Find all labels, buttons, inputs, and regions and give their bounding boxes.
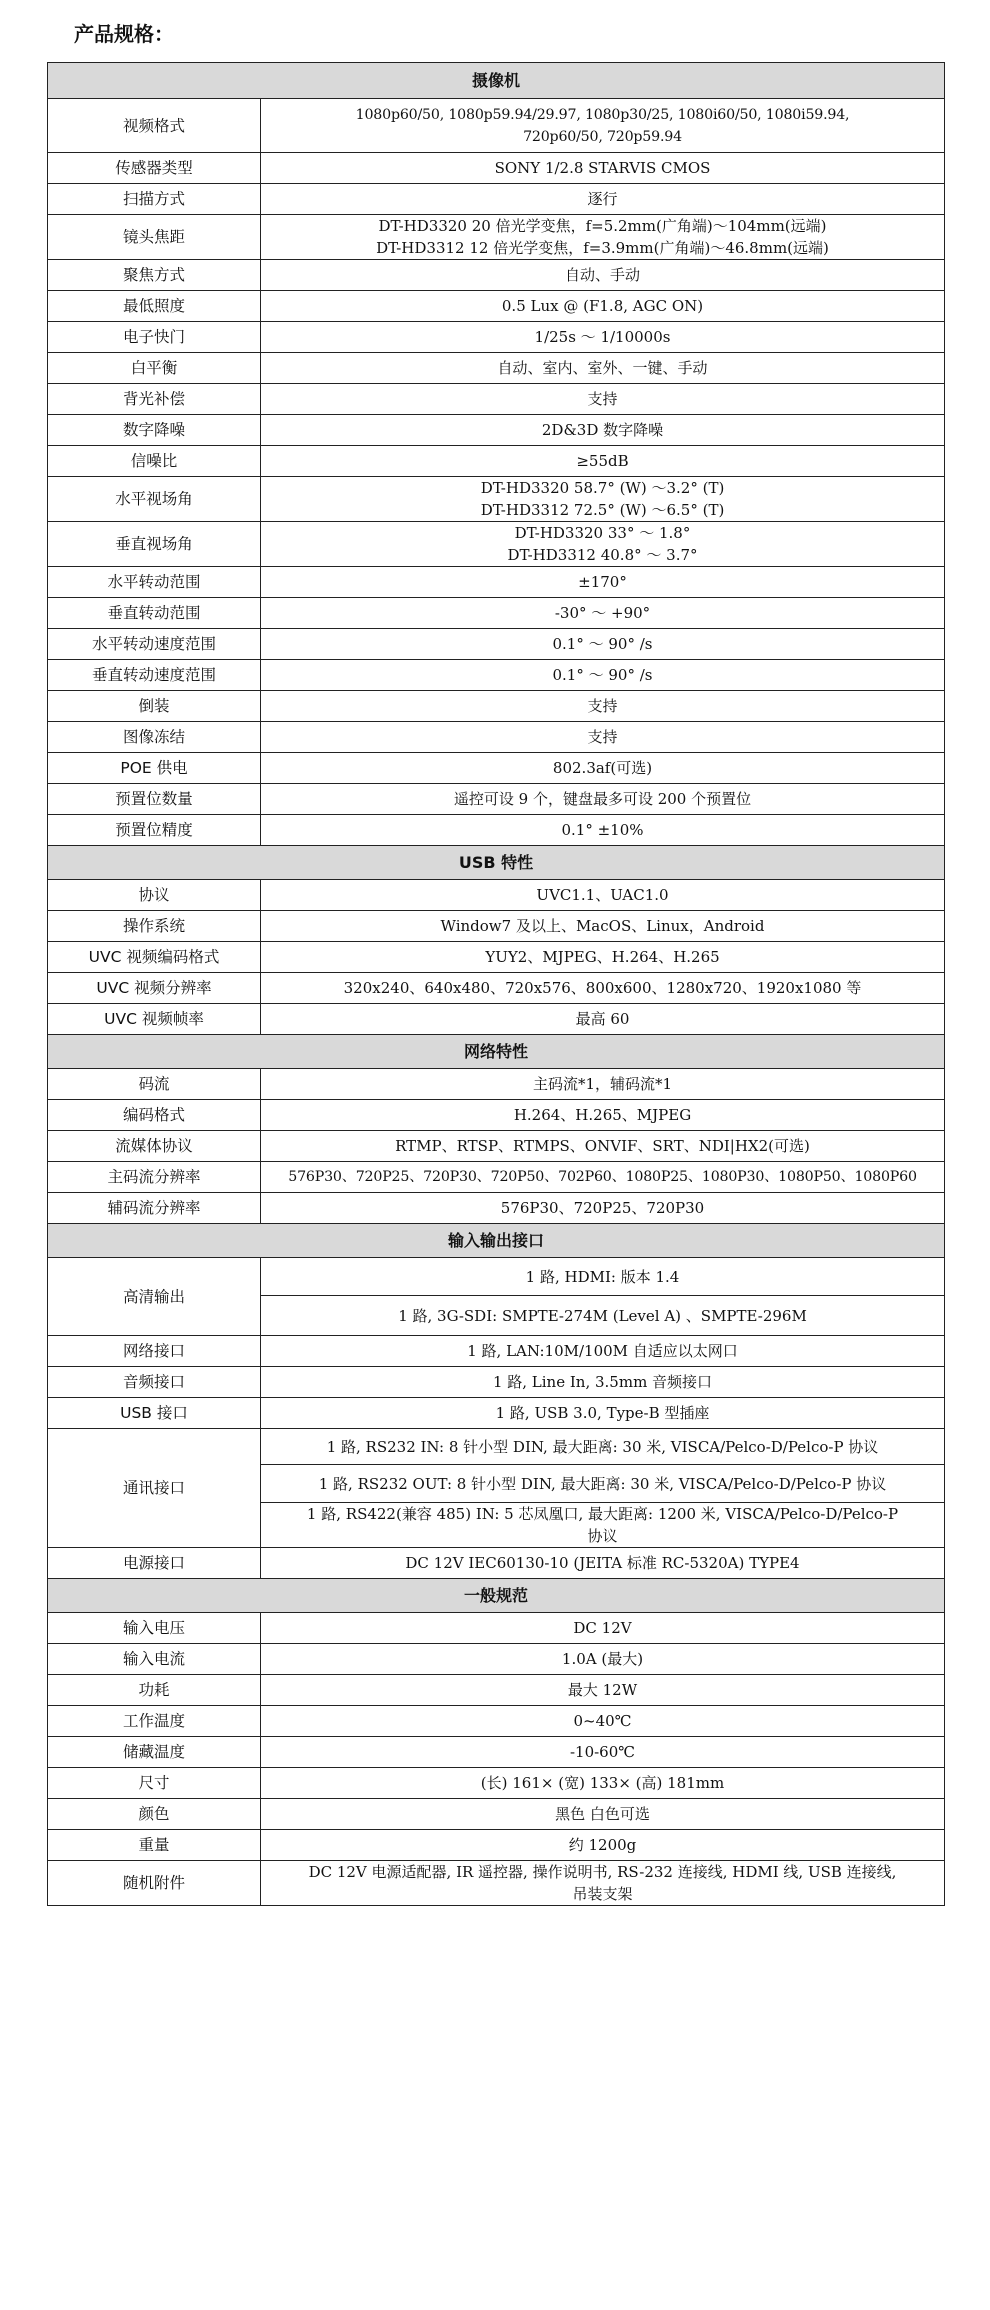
spec-value	[261, 1069, 945, 1100]
spec-label: 垂直转动速度范围	[48, 660, 261, 691]
spec-label: 码流	[48, 1069, 261, 1100]
value-line: 0.1° ～ 90° /s	[552, 666, 653, 684]
spec-row	[48, 1367, 945, 1398]
spec-row	[48, 567, 945, 598]
spec-label: 颜色	[48, 1799, 261, 1830]
spec-label: 操作系统	[48, 911, 261, 942]
spec-value	[261, 260, 945, 291]
spec-value	[261, 1706, 945, 1737]
spec-value	[261, 567, 945, 598]
spec-value	[261, 973, 945, 1004]
value-line: 1.0A (最大)	[561, 1650, 644, 1668]
value-line: 1 路, HDMI: 版本 1.4	[525, 1267, 680, 1286]
value-line: DT-HD3320 20 倍光学变焦，f=5.2mm(广角端)～104mm(远端)	[378, 217, 827, 235]
value-line: 0.1° ±10%	[561, 821, 644, 839]
section-title: 摄像机	[48, 63, 945, 99]
spec-label: 高清输出	[48, 1258, 261, 1336]
spec-value	[261, 215, 945, 260]
value-line: 自动、手动	[565, 266, 641, 284]
value-line: 1 路, RS232 OUT: 8 针小型 DIN, 最大距离: 30 米, VISCA/Pelco-D/Pelco-P 协议	[318, 1474, 887, 1493]
value-line: 1 路, 3G-SDI: SMPTE-274M (Level A) 、SMPTE-296M	[398, 1306, 807, 1325]
value-line: 协议	[587, 1527, 618, 1545]
spec-row	[48, 1069, 945, 1100]
spec-label: 最低照度	[48, 291, 261, 322]
spec-label: 视频格式	[48, 99, 261, 153]
spec-value	[261, 1675, 945, 1706]
section-header-row	[48, 1579, 945, 1613]
spec-row	[48, 1613, 945, 1644]
value-line: 320x240、640x480、720x576、800x600、1280x720、1920x1080 等	[343, 979, 862, 997]
spec-table-body	[48, 63, 945, 1906]
spec-label: POE 供电	[48, 753, 261, 784]
spec-value	[261, 446, 945, 477]
section-title: USB 特性	[48, 846, 945, 880]
spec-value	[261, 1131, 945, 1162]
spec-row	[48, 477, 945, 522]
value-line: 1/25s ～ 1/10000s	[534, 328, 671, 346]
value-line: DC 12V IEC60130-10 (JEITA 标准 RC-5320A) TYPE4	[405, 1554, 800, 1572]
value-line: 1 路, Line In, 3.5mm 音频接口	[492, 1373, 713, 1391]
spec-row	[48, 1675, 945, 1706]
spec-value	[261, 1193, 945, 1224]
spec-row	[48, 784, 945, 815]
spec-value	[261, 1336, 945, 1367]
spec-label: 传感器类型	[48, 153, 261, 184]
spec-value	[261, 1737, 945, 1768]
value-line: 1 路, RS232 IN: 8 针小型 DIN, 最大距离: 30 米, VISCA/Pelco-D/Pelco-P 协议	[326, 1437, 879, 1456]
spec-label: 电源接口	[48, 1548, 261, 1579]
spec-label: 聚焦方式	[48, 260, 261, 291]
spec-row	[48, 522, 945, 567]
spec-label: 通讯接口	[48, 1429, 261, 1548]
spec-label: 协议	[48, 880, 261, 911]
spec-label: UVC 视频帧率	[48, 1004, 261, 1035]
value-line: -30° ～ +90°	[554, 604, 651, 622]
spec-label: 功耗	[48, 1675, 261, 1706]
spec-row	[48, 598, 945, 629]
spec-row	[48, 691, 945, 722]
spec-value	[261, 722, 945, 753]
value-line: 1 路, RS422(兼容 485) IN: 5 芯凤凰口, 最大距离: 1200 米, VISCA/Pelco-D/Pelco-P	[306, 1505, 899, 1523]
spec-row	[48, 880, 945, 911]
spec-label: 水平视场角	[48, 477, 261, 522]
spec-value	[261, 784, 945, 815]
spec-row	[48, 815, 945, 846]
spec-label: 网络接口	[48, 1336, 261, 1367]
page-heading: 产品规格：	[74, 22, 174, 46]
spec-row	[48, 722, 945, 753]
spec-value	[261, 353, 945, 384]
value-line: ±170°	[578, 573, 627, 591]
spec-value	[261, 942, 945, 973]
spec-row	[48, 1737, 945, 1768]
spec-label: 编码格式	[48, 1100, 261, 1131]
value-line: 1 路, USB 3.0, Type-B 型插座	[495, 1404, 710, 1422]
value-line: DT-HD3312 40.8° ～ 3.7°	[507, 546, 698, 564]
spec-row	[48, 1162, 945, 1193]
spec-row	[48, 1830, 945, 1861]
spec-value	[261, 1004, 945, 1035]
spec-table	[47, 62, 945, 1906]
spec-row	[48, 353, 945, 384]
spec-label: 预置位数量	[48, 784, 261, 815]
spec-row	[48, 291, 945, 322]
spec-value	[261, 753, 945, 784]
spec-row	[48, 629, 945, 660]
value-line: Window7 及以上、MacOS、Linux，Android	[440, 917, 765, 935]
spec-row	[48, 1398, 945, 1429]
spec-value	[261, 99, 945, 153]
spec-value	[261, 911, 945, 942]
value-line: 支持	[587, 697, 618, 715]
value-line: H.264、H.265、MJPEG	[513, 1106, 692, 1124]
spec-label: 工作温度	[48, 1706, 261, 1737]
value-line: 576P30、720P25、720P30	[500, 1199, 705, 1217]
spec-row	[48, 1644, 945, 1675]
spec-label: 垂直转动范围	[48, 598, 261, 629]
value-line: RTMP、RTSP、RTMPS、ONVIF、SRT、NDI|HX2(可选)	[395, 1137, 810, 1155]
spec-value	[261, 1548, 945, 1579]
spec-label: 预置位精度	[48, 815, 261, 846]
spec-label: 倒装	[48, 691, 261, 722]
spec-value	[261, 1162, 945, 1193]
spec-value	[261, 153, 945, 184]
spec-row	[48, 322, 945, 353]
spec-label: UVC 视频分辨率	[48, 973, 261, 1004]
spec-row	[48, 1336, 945, 1367]
value-line: 支持	[587, 728, 618, 746]
value-line: (长) 161× (宽) 133× (高) 181mm	[480, 1774, 725, 1792]
spec-row	[48, 1861, 945, 1906]
spec-label: 镜头焦距	[48, 215, 261, 260]
value-line: YUY2、MJPEG、H.264、H.265	[485, 948, 720, 966]
spec-value	[261, 1503, 945, 1548]
spec-label: 流媒体协议	[48, 1131, 261, 1162]
spec-value	[261, 1861, 945, 1906]
value-line: DT-HD3312 12 倍光学变焦，f=3.9mm(广角端)～46.8mm(远端)	[376, 239, 829, 257]
spec-label: 输入电压	[48, 1613, 261, 1644]
spec-row	[48, 184, 945, 215]
value-line: 0.1° ～ 90° /s	[552, 635, 653, 653]
spec-row	[48, 1799, 945, 1830]
value-line: 0~40℃	[573, 1712, 632, 1730]
spec-value	[261, 1100, 945, 1131]
spec-row	[48, 260, 945, 291]
value-line: 1080p60/50, 1080p59.94/29.97, 1080p30/25, 1080i60/50, 1080i59.94,	[355, 106, 850, 123]
value-line: DC 12V 电源适配器, IR 遥控器, 操作说明书, RS-232 连接线, HDMI 线, USB 连接线,	[308, 1863, 897, 1881]
spec-label: 垂直视场角	[48, 522, 261, 567]
spec-row	[48, 99, 945, 153]
spec-row	[48, 942, 945, 973]
spec-row	[48, 1131, 945, 1162]
spec-row	[48, 1548, 945, 1579]
spec-value	[261, 660, 945, 691]
value-line: 最大 12W	[567, 1681, 638, 1699]
spec-value	[261, 1644, 945, 1675]
value-line: 自动、室内、室外、一键、手动	[497, 359, 708, 377]
spec-label: 随机附件	[48, 1861, 261, 1906]
section-header-row	[48, 1035, 945, 1069]
value-line: 约 1200g	[568, 1836, 637, 1854]
spec-value	[261, 1296, 945, 1336]
spec-value	[261, 415, 945, 446]
value-line: DT-HD3312 72.5° (W) ～6.5° (T)	[480, 501, 725, 519]
spec-row	[48, 973, 945, 1004]
spec-value	[261, 815, 945, 846]
value-line: 2D&3D 数字降噪	[541, 421, 664, 439]
spec-row	[48, 660, 945, 691]
value-line: ≥55dB	[576, 452, 629, 470]
value-line: 802.3af(可选)	[552, 759, 653, 777]
spec-label: 辅码流分辨率	[48, 1193, 261, 1224]
spec-label: 背光补偿	[48, 384, 261, 415]
value-line: 0.5 Lux @ (F1.8, AGC ON)	[501, 297, 704, 315]
spec-value	[261, 1768, 945, 1799]
spec-label: 白平衡	[48, 353, 261, 384]
spec-value	[261, 1613, 945, 1644]
section-title: 一般规范	[48, 1579, 945, 1613]
spec-label: 扫描方式	[48, 184, 261, 215]
spec-value	[261, 522, 945, 567]
section-header-row	[48, 1224, 945, 1258]
spec-value	[261, 1799, 945, 1830]
value-line: 最高 60	[575, 1010, 630, 1028]
section-header-row	[48, 846, 945, 880]
spec-label: UVC 视频编码格式	[48, 942, 261, 973]
spec-row	[48, 1258, 945, 1296]
value-line: DT-HD3320 58.7° (W) ～3.2° (T)	[480, 479, 725, 497]
spec-row	[48, 384, 945, 415]
spec-row	[48, 215, 945, 260]
spec-row	[48, 1004, 945, 1035]
spec-row	[48, 153, 945, 184]
value-line: DC 12V	[573, 1619, 632, 1637]
spec-label: USB 接口	[48, 1398, 261, 1429]
value-line: SONY 1/2.8 STARVIS CMOS	[494, 159, 711, 177]
spec-label: 图像冻结	[48, 722, 261, 753]
spec-value	[261, 1367, 945, 1398]
spec-value	[261, 184, 945, 215]
spec-row	[48, 1429, 945, 1465]
spec-row	[48, 415, 945, 446]
spec-value	[261, 384, 945, 415]
value-line: DT-HD3320 33° ～ 1.8°	[514, 524, 691, 542]
spec-value	[261, 322, 945, 353]
spec-value	[261, 1258, 945, 1296]
spec-value	[261, 1465, 945, 1503]
value-line: 1 路, LAN:10M/100M 自适应以太网口	[467, 1342, 738, 1360]
section-title: 输入输出接口	[48, 1224, 945, 1258]
spec-label: 水平转动范围	[48, 567, 261, 598]
spec-label: 音频接口	[48, 1367, 261, 1398]
spec-row	[48, 911, 945, 942]
spec-label: 储藏温度	[48, 1737, 261, 1768]
spec-value	[261, 629, 945, 660]
value-line: 576P30、720P25、720P30、720P50、702P60、1080P25、1080P30、1080P50、1080P60	[288, 1169, 917, 1185]
section-header-row	[48, 63, 945, 99]
spec-value	[261, 1429, 945, 1465]
spec-value	[261, 291, 945, 322]
spec-label: 电子快门	[48, 322, 261, 353]
value-line: 支持	[587, 390, 618, 408]
value-line: UVC1.1、UAC1.0	[536, 886, 669, 904]
spec-row	[48, 1768, 945, 1799]
spec-label: 信噪比	[48, 446, 261, 477]
value-line: 吊装支架	[572, 1885, 633, 1903]
spec-row	[48, 1706, 945, 1737]
spec-value	[261, 598, 945, 629]
spec-label: 数字降噪	[48, 415, 261, 446]
value-line: 遥控可设 9 个，键盘最多可设 200 个预置位	[453, 790, 752, 808]
spec-label: 尺寸	[48, 1768, 261, 1799]
spec-row	[48, 1193, 945, 1224]
spec-row	[48, 1100, 945, 1131]
value-line: 主码流*1，辅码流*1	[532, 1075, 673, 1093]
spec-value	[261, 477, 945, 522]
value-line: 逐行	[587, 190, 618, 208]
section-title: 网络特性	[48, 1035, 945, 1069]
spec-label: 水平转动速度范围	[48, 629, 261, 660]
spec-label: 输入电流	[48, 1644, 261, 1675]
spec-value	[261, 880, 945, 911]
value-line: 720p60/50, 720p59.94	[523, 128, 682, 145]
value-line: -10-60℃	[569, 1743, 636, 1761]
spec-label: 主码流分辨率	[48, 1162, 261, 1193]
spec-row	[48, 446, 945, 477]
spec-value	[261, 691, 945, 722]
spec-value	[261, 1830, 945, 1861]
spec-label: 重量	[48, 1830, 261, 1861]
spec-row	[48, 753, 945, 784]
spec-value	[261, 1398, 945, 1429]
value-line: 黑色 白色可选	[555, 1805, 650, 1823]
